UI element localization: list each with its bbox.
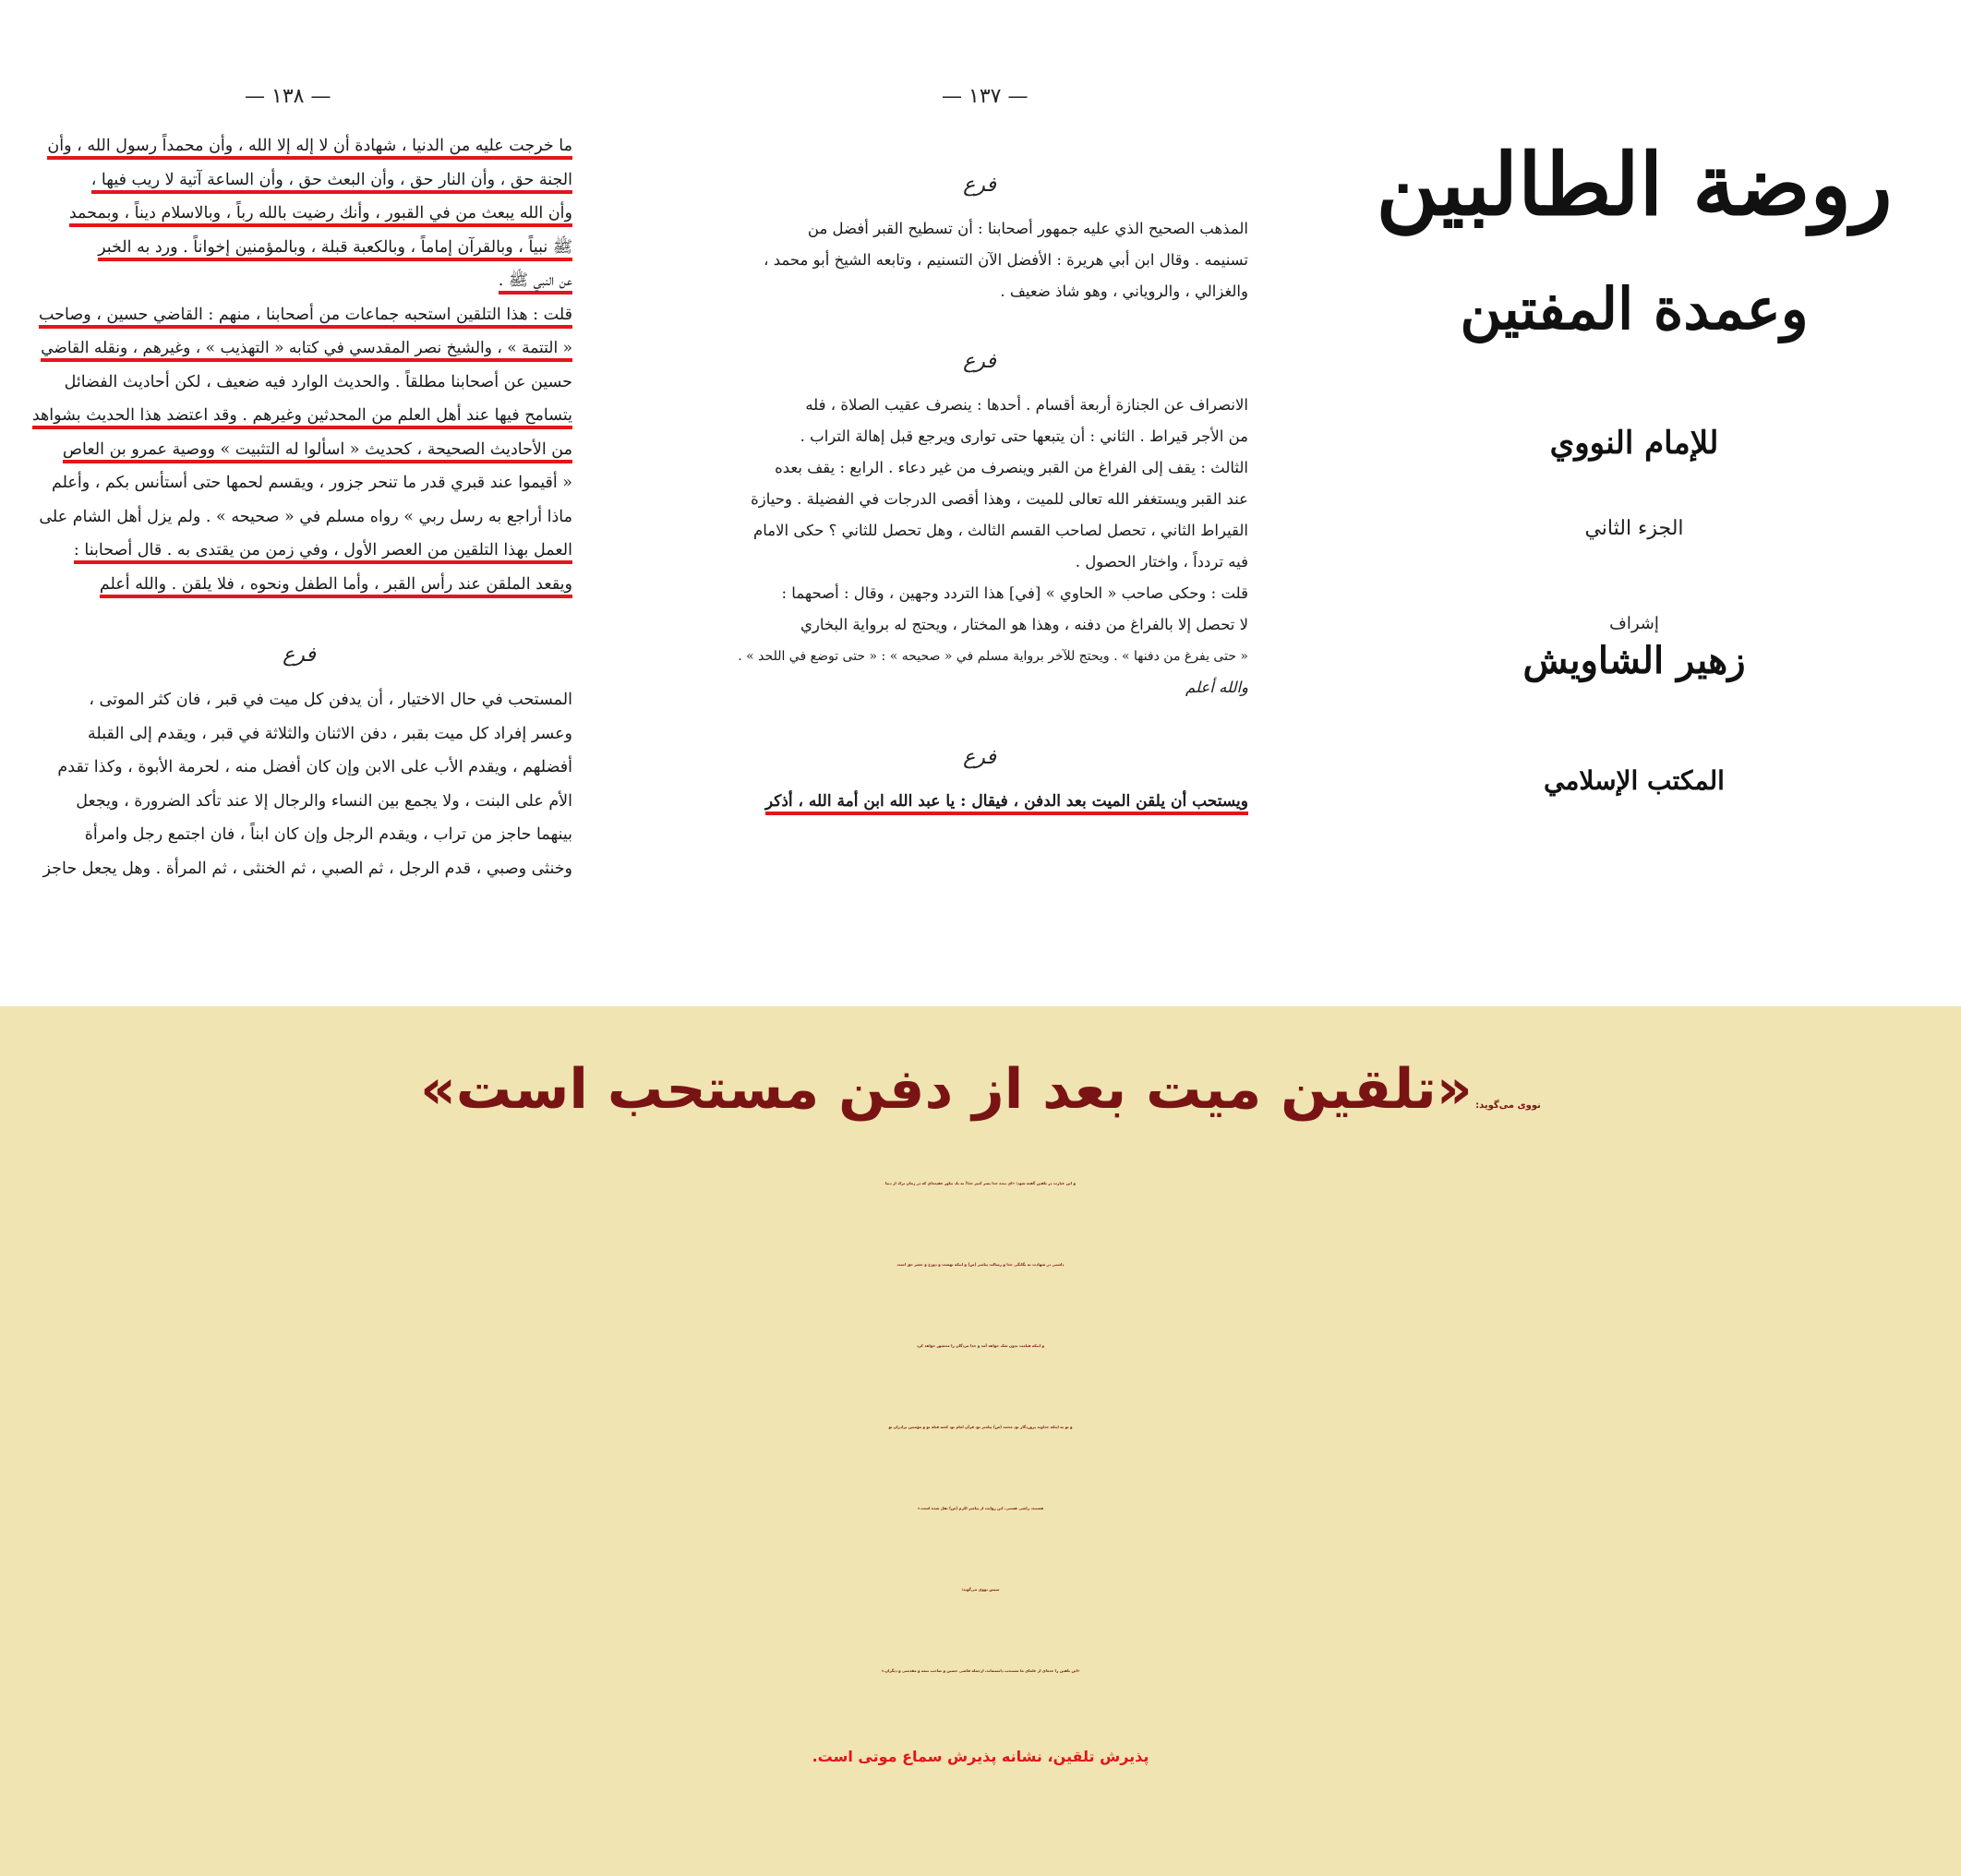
book-editor: زهير الشاويش: [1522, 639, 1746, 682]
branch-3-paragraph: [711, 786, 1248, 817]
text-line: القيراط الثاني ، تحصل لصاحب القسم الثالث ، وهل تحصل للثاني ؟ حكى الامام: [753, 522, 1248, 539]
page-138: [26, 129, 572, 885]
underlined-text: العمل بهذا التلقين من العصر الأول ، وفي زمن من يقتدى به . قال أصحابنا :: [74, 541, 572, 564]
persian-commentary: [0, 1006, 1961, 1876]
page-137: [711, 174, 1248, 860]
text-line: [26, 534, 572, 568]
commentary-line: و تو به اینکه خداوند پروردگار تو، محمد (ص) پیامبر تو، قرآن امام تو، کعبه قبله تو و مؤمنین برادران تو: [888, 1425, 1073, 1429]
commentary-intro: [0, 1052, 1961, 1143]
book-volume: الجزء الثاني: [1584, 517, 1684, 540]
underlined-text: ويقعد الملقن عند رأس القبر ، وأما الطفل ونحوه ، فلا يلقن . والله أعلم: [100, 575, 572, 598]
text-line: والله أعلم: [1185, 679, 1248, 696]
text-line: « أقيموا عند قبري قدر ما تنحر جزور ، ويقسم لحمها حتى أستأنس بكم ، وأعلم: [51, 474, 572, 492]
text-line: والغزالي ، والروياني ، وهو شاذ ضعيف .: [1000, 283, 1248, 300]
branch-1-paragraph: [711, 213, 1248, 307]
text-line: أفضلهم ، ويقدم الأب على الابن وإن كان أفضل منه ، لحرمة الأبوة ، وكذا تقدم: [57, 758, 572, 776]
branch-3: [711, 746, 1248, 817]
commentary-intro-prefix: نووی می‌گوید:: [1472, 1100, 1541, 1111]
text-line: [26, 197, 572, 231]
text-line: حسين عن أصحابنا مطلقاً . والحديث الوارد فيه ضعيف ، لكن أحاديث الفضائل: [64, 372, 572, 391]
text-line: [26, 433, 572, 467]
text-line: من الأجر قيراط . الثاني : أن يتبعها حتى توارى ويرجع قبل إهالة التراب .: [800, 427, 1248, 445]
underlined-text: قلت : هذا التلقين استحبه جماعات من أصحابنا ، منهم : القاضي حسين ، وصاحب: [39, 306, 572, 329]
text-line: ماذا أراجع به رسل ربي » رواه مسلم في « صحيحه » . ولم يزل أهل الشام على: [39, 507, 572, 526]
supervision-label: إشراف: [1609, 614, 1659, 633]
text-line: [26, 264, 572, 298]
branch-2: [711, 350, 1248, 704]
underlined-text: من الأحاديث الصحيحة ، كحديث « اسألوا له التثبيت » ووصية عمرو بن العاص: [63, 440, 572, 463]
section-heading: فرع: [963, 350, 996, 373]
text-line: الأم على البنت ، ولا يجمع بين النساء والرجال إلا عند تأكد الضرورة ، ويجعل: [76, 791, 572, 811]
underlined-text: الجنة حق ، وأن النار حق ، وأن البعث حق ، وأن الساعة آتية لا ريب فيها ،: [91, 171, 572, 194]
commentary-line: و اینکه قیامت بدون شک خواهد آمد و خدا مردگان را محشور خواهد کرد: [917, 1343, 1044, 1348]
section-heading: فرع: [963, 746, 996, 769]
commentary-intro-quote: «تلقین میت بعد از دفن مستحب است»: [420, 1057, 1473, 1122]
commentary-conclusion: پذیرش تلقین، نشانه پذیرش سماع موتی است.: [812, 1748, 1149, 1765]
underlined-text: ﷺ نبياً ، وبالقرآن إماماً ، وبالكعبة قبلة ، وبالمؤمنين إخواناً . ورد به الخبر: [98, 238, 572, 261]
commentary-line: و این عبارت در تلقین گفته شود: «ای بنده خدا پسر کنیز خدا! به یاد بیاور عقیده‌ای که در زمان ترک از دنیا: [885, 1181, 1076, 1185]
text-line: عند القبر ويستغفر الله تعالى للميت ، وهذا أقصى الدرجات في الفضيلة . وحيازة: [751, 490, 1248, 508]
text-line: تسنيمه . وقال ابن أبي هريرة : الأفضل الآن التسنيم ، وتابعه الشيخ أبو محمد ،: [764, 251, 1248, 269]
text-line: الثالث : يقف إلى الفراغ من القبر وينصرف من غير دعاء . الرابع : يقف بعده: [775, 459, 1248, 476]
text-line: المذهب الصحيح الذي عليه جمهور أصحابنا : أن تسطيح القبر أفضل من: [807, 220, 1248, 237]
text-line: [26, 129, 572, 163]
branch-2-paragraph: [711, 390, 1248, 704]
commentary-line: هستند، راضی هستی. این روایت از پیامبر اکرم (ص) نقل شده است.»: [917, 1506, 1044, 1510]
text-line: [26, 331, 572, 366]
text-line: الانصراف عن الجنازة أربعة أقسام . أحدها : ينصرف عقيب الصلاة ، فله: [805, 396, 1248, 414]
text-line: لا تحصل إلا بالفراغ من دفنه ، وهذا هو المختار ، ويحتج له برواية البخاري: [800, 616, 1248, 633]
branch-1: [711, 174, 1248, 307]
text-line: قلت : وحكى صاحب « الحاوي » [في] هذا التردد وجهين ، وقال : أصحهما :: [781, 584, 1248, 602]
page-138-paragraph-1: [26, 129, 572, 601]
underlined-text: ما خرجت عليه من الدنيا ، شهادة أن لا إله إلا الله ، وأن محمداً رسول الله ، وأن: [47, 137, 572, 160]
text-line: [26, 298, 572, 332]
text-line: [711, 786, 1248, 817]
underlined-text: « التتمة » ، والشيخ نصر المقدسي في كتابه « التهذيب » ، وغيرهم ، ونقله القاضي: [41, 339, 572, 362]
book-title: روضة الطالبين: [1376, 135, 1893, 234]
text-line: [26, 568, 572, 602]
book-author: للإمام النووي: [1549, 425, 1719, 462]
text-line: [26, 399, 572, 433]
commentary-line: «این تلقین را عده‌ای از علمای ما مستحب دانسته‌اند، ازجمله قاضی حسین و صاحب تتمه و مقدسی و دیگران.»: [881, 1668, 1080, 1673]
text-line: وعسر إفراد كل ميت بقبر ، دفن الاثنان والثلاثة في قبر ، ويقدم إلى القبلة: [88, 724, 572, 743]
book-subtitle: وعمدة المفتين: [1460, 275, 1809, 343]
page-number-138: — ١٣٨ —: [245, 85, 331, 108]
title-page: [1376, 92, 1893, 923]
commentary-line: داشتی در شهادت به یگانگی خدا و رسالت پیامبر (ص) و اینکه بهشت و دوزخ و حشر حق است: [896, 1262, 1065, 1267]
text-line: وخنثى وصبي ، قدم الرجل ، ثم الصبي ، ثم الخنثى ، ثم المرأة . وهل يجعل حاجز: [42, 859, 572, 878]
section-heading: فرع: [283, 643, 316, 667]
underlined-text: وأن الله يبعث من في القبور ، وأنك رضيت بالله رباً ، وبالاسلام ديناً ، وبمحمد: [69, 204, 572, 227]
underlined-text: ويستحب أن يلقن الميت بعد الدفن ، فيقال : يا عبد الله ابن أمة الله ، أذكر: [765, 792, 1248, 815]
text-line: فيه تردداً ، واختار الحصول .: [1075, 553, 1248, 571]
text-line: [26, 163, 572, 198]
page-138-paragraph-2: [26, 683, 572, 885]
text-line: المستحب في حال الاختيار ، أن يدفن كل ميت في قبر ، فان كثر الموتى ،: [89, 691, 572, 709]
underlined-text: عن النبي ﷺ .: [499, 271, 572, 295]
text-line: [26, 231, 572, 265]
commentary-line: سپس نووی می‌گوید:: [961, 1587, 1000, 1592]
book-publisher: المكتب الإسلامي: [1544, 765, 1725, 796]
underlined-text: يتسامح فيها عند أهل العلم من المحدثين وغيرهم . وقد اعتضد هذا الحديث بشواهد: [32, 406, 572, 429]
text-line: « حتى يفرغ من دفنها » . ويحتج للآخر برواية مسلم في « صحيحه » : « حتى توضع في اللحد » .: [738, 649, 1248, 664]
section-heading: فرع: [963, 174, 996, 197]
text-line: بينهما حاجز من تراب ، ويقدم الرجل وإن كان ابناً ، فان اجتمع رجل وامرأة: [84, 825, 572, 844]
page-number-137: — ١٣٧ —: [942, 85, 1029, 108]
